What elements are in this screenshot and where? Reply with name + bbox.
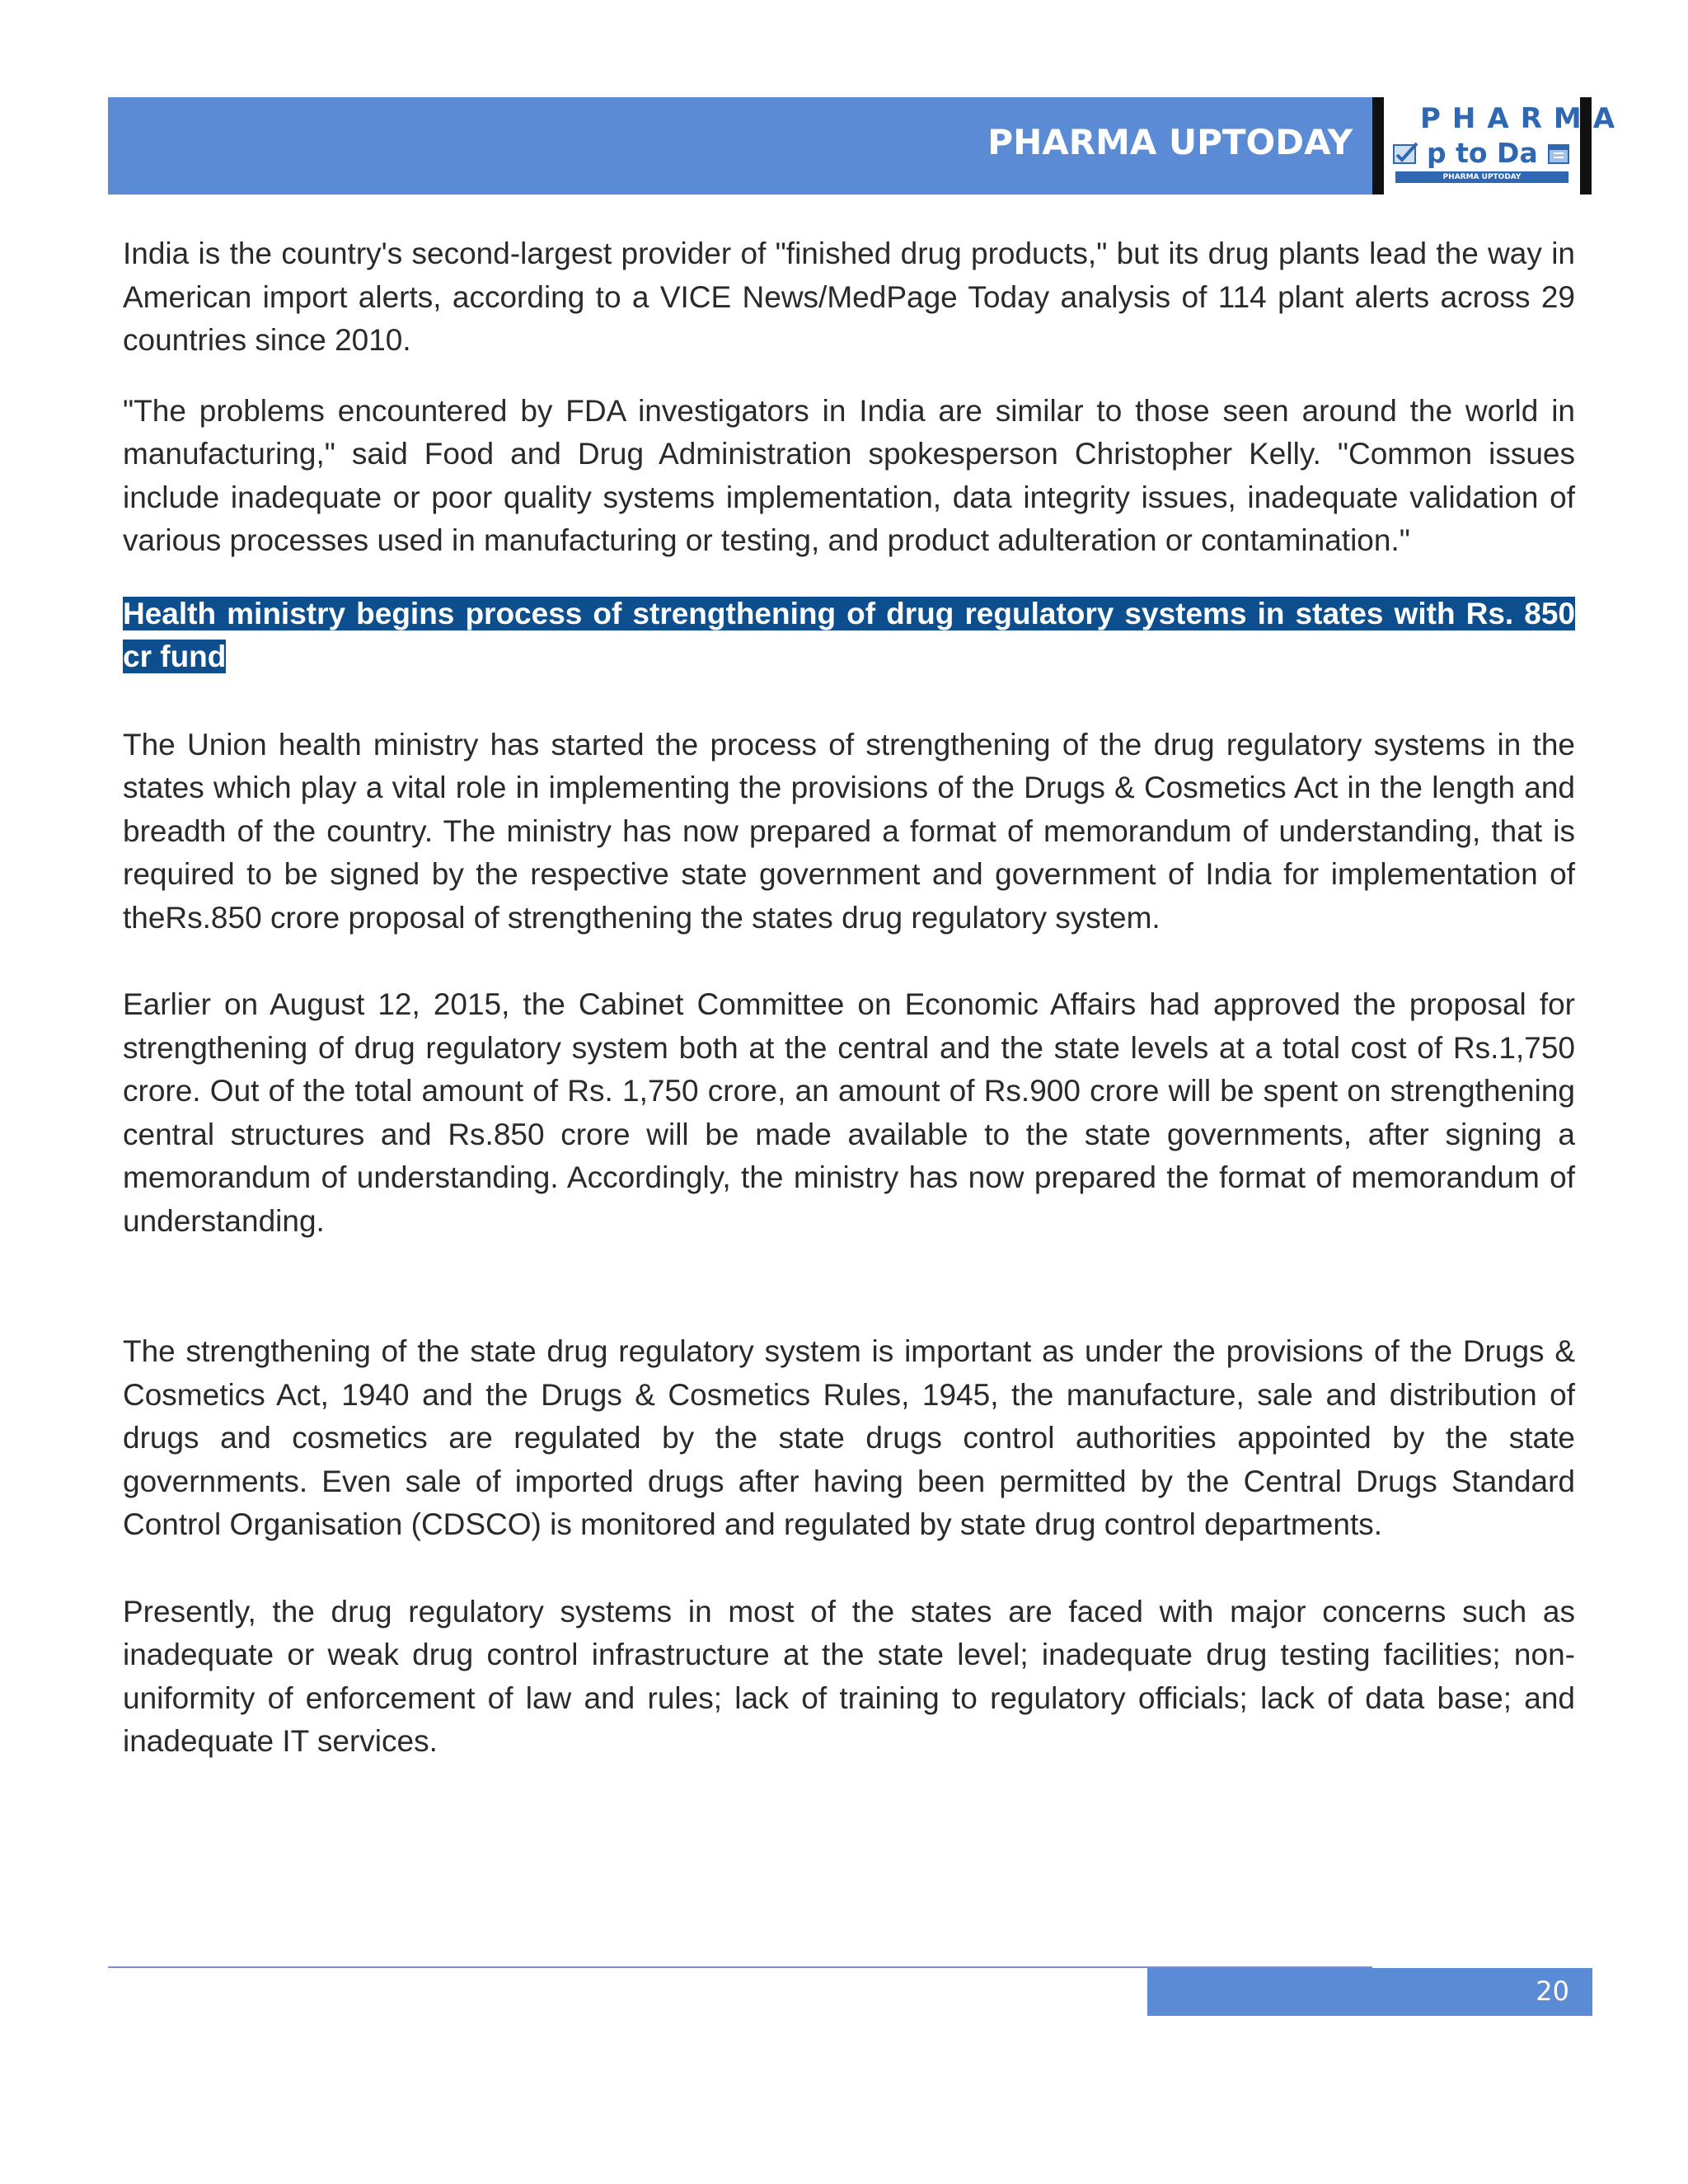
paragraph-1: India is the country's second-largest provider of "finished drug products," but its drug plants lead the way in American import alerts, according to a VICE News/MedPage Today analysis of 114 plant alerts across 29 countries since 2010.: [123, 237, 1575, 357]
footer-page-box: [1147, 1968, 1592, 2016]
article-body: [123, 232, 1575, 1764]
pharma-uptoday-logo: [1372, 97, 1627, 194]
pen-checkmark-icon: [1392, 140, 1422, 166]
page-number: 20: [1536, 1975, 1569, 2007]
paragraph-3: The Union health ministry has started the process of strengthening of the drug regulatory systems in the states which play a vital role in implementing the provisions of the Drugs & Cosmetics Act in the length and breadth of the country. The ministry has now prepared a format of memorandum of understanding, that is required to be signed by the respective state government and government of India for implementation of theRs.850 crore proposal of strengthening the states drug regulatory system.: [123, 727, 1575, 935]
logo-mid-text: p to Da: [1427, 137, 1538, 169]
paragraph-6: Presently, the drug regulatory systems in most of the states are faced with major concerns such as inadequate or weak drug control infrastructure at the state level; inadequate drug testing facilities; non-uniformity of enforcement of law and rules; lack of training to regulatory officials; lack of data base; and inadequate IT services.: [123, 1594, 1575, 1758]
article-headline: [123, 593, 1575, 679]
paragraph-2: "The problems encountered by FDA investigators in India are similar to those seen around the world in manufacturing," said Food and Drug Administration spokesperson Christopher Kelly. "Common issues include inadequate or poor quality systems implementation, data integrity issues, inadequate validation of various processes used in manufacturing or testing, and product adulteration or contamination.": [123, 393, 1575, 557]
logo-mid: [1392, 138, 1565, 168]
logo-top-text: PHARMA: [1420, 102, 1627, 135]
paragraph-4: Earlier on August 12, 2015, the Cabinet Committee on Economic Affairs had approved the proposal for strengthening of drug regulatory system both at the central and the state levels at a total cost of Rs.1,750 crore. Out of the total amount of Rs. 1,750 crore, an amount of Rs.900 crore will be spent on strengthening central structures and Rs.850 crore will be made available to the state governments, after signing a memorandum of understanding. Accordingly, the ministry has now prepared the format of memorandum of understanding.: [123, 987, 1575, 1238]
logo-strip: PHARMA UPTODAY: [1395, 171, 1568, 183]
paragraph-5: The strengthening of the state drug regulatory system is important as under the provisions of the Drugs & Cosmetics Act, 1940 and the Drugs & Cosmetics Rules, 1945, the manufacture, sale and distribution of drugs and cosmetics are regulated by the state drugs control authorities appointed by the state governments. Even sale of imported drugs after having been permitted by the Central Drugs Standard Control Organisation (CDSCO) is monitored and regulated by state drug control departments.: [123, 1334, 1575, 1541]
header-title: PHARMA UPTODAY: [987, 122, 1353, 162]
calendar-icon: [1547, 142, 1570, 165]
header-bar: [108, 97, 1372, 194]
headline-text: Health ministry begins process of strengthening of drug regulatory systems in states with Rs. 850 cr fund: [123, 596, 1575, 673]
